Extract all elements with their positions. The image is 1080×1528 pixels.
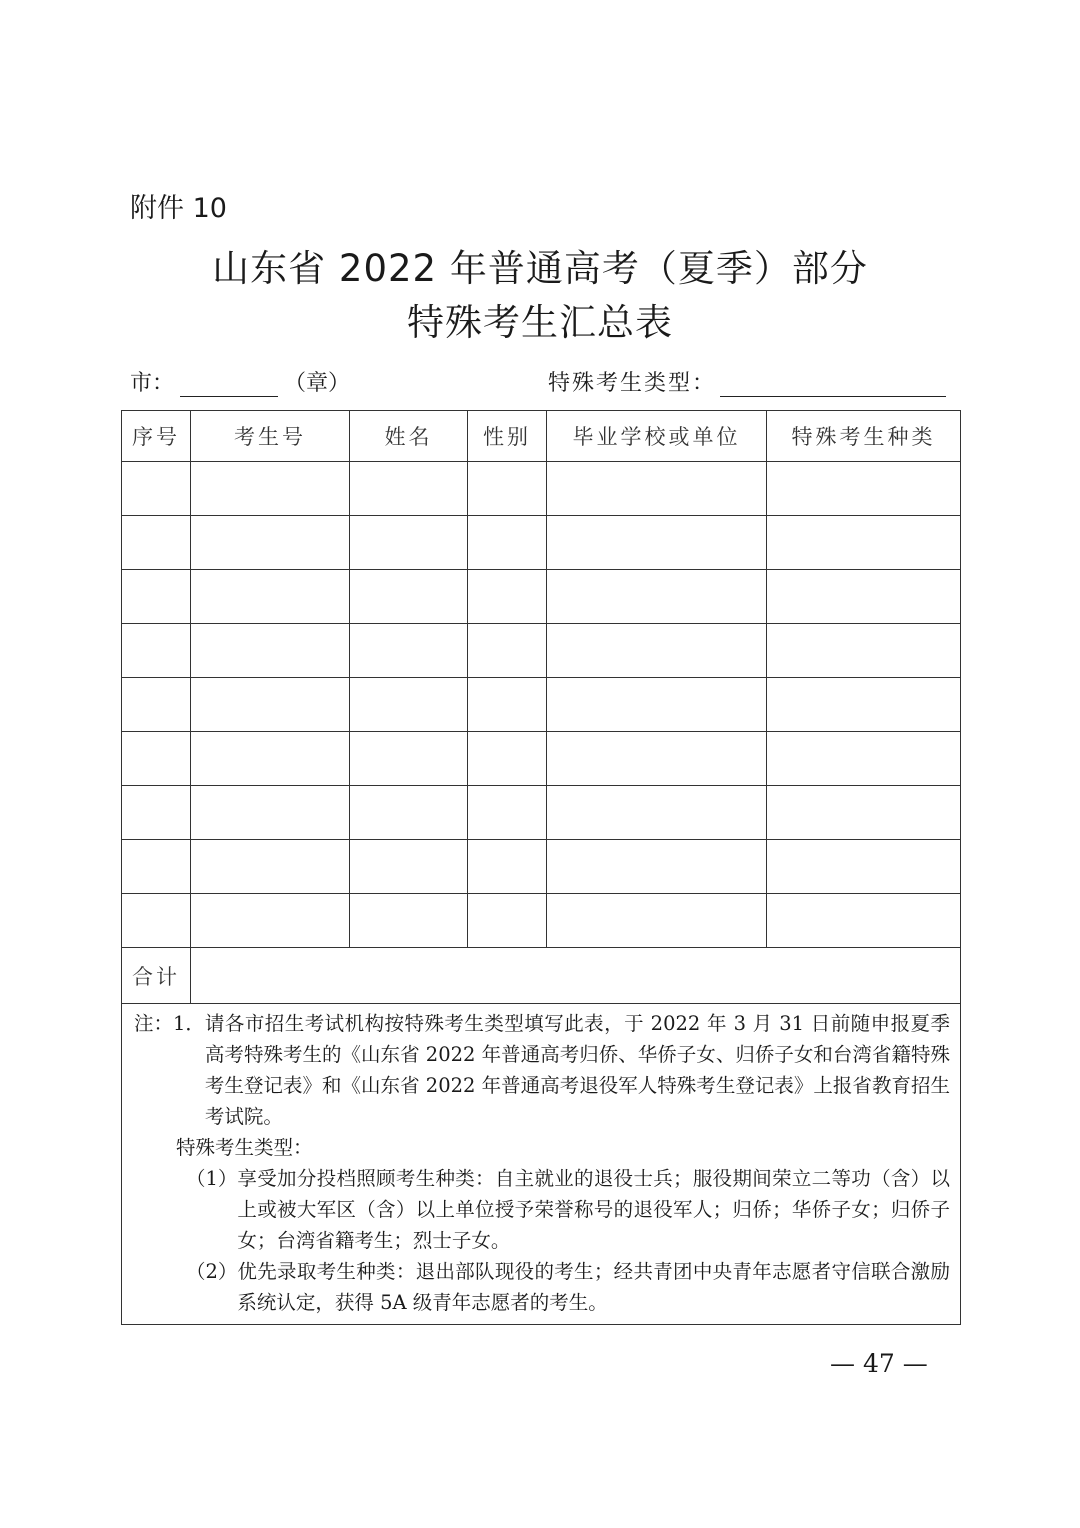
table-cell[interactable]	[767, 570, 961, 624]
total-label: 合计	[122, 948, 191, 1004]
table-cell[interactable]	[122, 462, 191, 516]
table-cell[interactable]	[767, 516, 961, 570]
table-cell[interactable]	[547, 516, 767, 570]
header-exam-number: 考生号	[191, 411, 350, 462]
table-body	[122, 462, 961, 1325]
table-cell[interactable]	[468, 732, 547, 786]
table-cell[interactable]	[350, 894, 468, 948]
table-cell[interactable]	[547, 732, 767, 786]
type-item-1-number: （1）	[186, 1167, 238, 1190]
table-cell[interactable]	[547, 786, 767, 840]
table-cell[interactable]	[547, 894, 767, 948]
table-cell[interactable]	[767, 786, 961, 840]
special-types-label: 特殊考生类型：	[176, 1136, 313, 1159]
table-cell[interactable]	[191, 516, 350, 570]
total-value-cell[interactable]	[191, 948, 961, 1004]
table-cell[interactable]	[191, 894, 350, 948]
table-row	[122, 786, 961, 840]
table-row	[122, 894, 961, 948]
type-item-2-text: 优先录取考生种类：退出部队现役的考生；经共青团中央青年志愿者守信联合激励系统认定，获得 5A 级青年志愿者的考生。	[237, 1260, 950, 1314]
header-serial: 序号	[122, 411, 191, 462]
summary-table	[121, 410, 961, 1325]
type-blank-field[interactable]	[720, 372, 946, 397]
table-row	[122, 462, 961, 516]
table-cell[interactable]	[547, 840, 767, 894]
table-cell[interactable]	[350, 516, 468, 570]
table-cell[interactable]	[350, 732, 468, 786]
table-cell[interactable]	[767, 678, 961, 732]
table-cell[interactable]	[122, 732, 191, 786]
table-cell[interactable]	[350, 840, 468, 894]
table-cell[interactable]	[767, 624, 961, 678]
table-cell[interactable]	[122, 516, 191, 570]
header-special-category: 特殊考生种类	[767, 411, 961, 462]
table-cell[interactable]	[547, 624, 767, 678]
table-cell[interactable]	[191, 570, 350, 624]
table-cell[interactable]	[350, 678, 468, 732]
table-cell[interactable]	[122, 570, 191, 624]
notes-cell	[122, 1004, 961, 1325]
table-cell[interactable]	[122, 678, 191, 732]
table-cell[interactable]	[468, 894, 547, 948]
header-gender: 性别	[468, 411, 547, 462]
type-item-2	[134, 1256, 950, 1318]
type-item-1-text: 享受加分投档照顾考生种类：自主就业的退役士兵；服役期间荣立二等功（含）以上或被大军区（含）以上单位授予荣誉称号的退役军人；归侨；华侨子女；归侨子女；台湾省籍考生；烈士子女。	[237, 1167, 950, 1252]
type-label: 特殊考生类型：	[548, 371, 717, 396]
table-cell[interactable]	[767, 462, 961, 516]
table-cell[interactable]	[122, 840, 191, 894]
city-fill-row	[130, 366, 350, 397]
type-item-1	[134, 1163, 950, 1256]
table-row	[122, 678, 961, 732]
table-cell[interactable]	[468, 624, 547, 678]
type-fill-row	[548, 366, 946, 397]
table-cell[interactable]	[468, 462, 547, 516]
table-cell[interactable]	[350, 570, 468, 624]
table-cell[interactable]	[122, 624, 191, 678]
page-number: — 47 —	[830, 1349, 928, 1378]
table-cell[interactable]	[767, 732, 961, 786]
table-cell[interactable]	[468, 786, 547, 840]
table-cell[interactable]	[191, 786, 350, 840]
table-row	[122, 516, 961, 570]
city-blank-field[interactable]	[180, 372, 278, 397]
table-row	[122, 732, 961, 786]
table-cell[interactable]	[191, 732, 350, 786]
table-cell[interactable]	[350, 462, 468, 516]
table-cell[interactable]	[468, 570, 547, 624]
table-row	[122, 624, 961, 678]
table-cell[interactable]	[547, 462, 767, 516]
header-school: 毕业学校或单位	[547, 411, 767, 462]
seal-label: （章）	[284, 371, 351, 396]
table-cell[interactable]	[767, 840, 961, 894]
table-cell[interactable]	[191, 840, 350, 894]
note-item-1	[134, 1008, 950, 1132]
note-prefix: 注：1．	[134, 1012, 205, 1035]
table-cell[interactable]	[350, 624, 468, 678]
header-name: 姓名	[350, 411, 468, 462]
note-item-1-text: 请各市招生考试机构按特殊考生类型填写此表，于 2022 年 3 月 31 日前随申报夏季高考特殊考生的《山东省 2022 年普通高考归侨、华侨子女、归侨子女和台湾省籍特殊考生登记表》和《山东省 2022 年普通高考退役军人特殊考生登记表》上报省教育招生考试院。	[204, 1012, 950, 1128]
table-cell[interactable]	[191, 624, 350, 678]
table-cell[interactable]	[350, 786, 468, 840]
document-title: 山东省 2022 年普通高考（夏季）部分	[212, 247, 868, 290]
type-item-2-number: （2）	[186, 1260, 238, 1283]
city-label: 市：	[130, 371, 175, 396]
table-cell[interactable]	[191, 678, 350, 732]
notes-row	[122, 1004, 961, 1325]
table-row	[122, 570, 961, 624]
table-row	[122, 840, 961, 894]
table-cell[interactable]	[767, 894, 961, 948]
table-cell[interactable]	[468, 678, 547, 732]
table-cell[interactable]	[547, 570, 767, 624]
table-header-row	[122, 411, 961, 462]
document-subtitle: 特殊考生汇总表	[407, 301, 673, 344]
total-row	[122, 948, 961, 1004]
table-cell[interactable]	[191, 462, 350, 516]
attachment-label: 附件 10	[130, 193, 227, 224]
table-cell[interactable]	[122, 894, 191, 948]
table-cell[interactable]	[468, 516, 547, 570]
table-cell[interactable]	[547, 678, 767, 732]
table-cell[interactable]	[122, 786, 191, 840]
table-cell[interactable]	[468, 840, 547, 894]
